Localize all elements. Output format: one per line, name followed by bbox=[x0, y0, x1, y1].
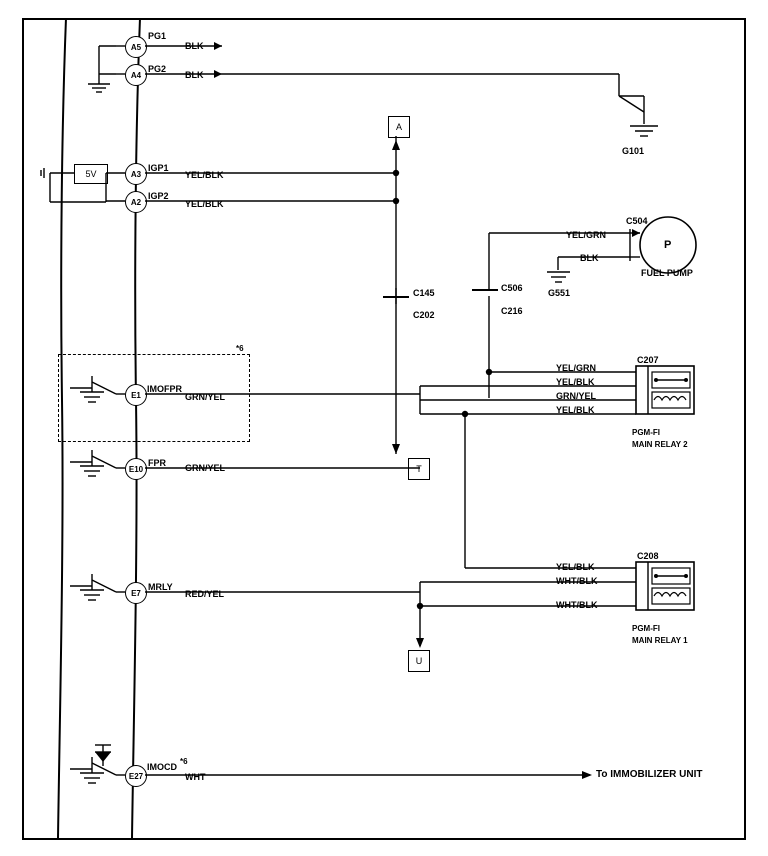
pin-E7-label: E7 bbox=[131, 588, 141, 598]
connector-label-C207: C207 bbox=[637, 355, 659, 365]
signal-name-FPR: FPR bbox=[148, 458, 166, 468]
signal-name-MRLY: MRLY bbox=[148, 582, 173, 592]
pin-E10[interactable] bbox=[125, 458, 147, 480]
offpage-ref-T-label: T bbox=[416, 464, 422, 474]
offpage-ref-U-label: U bbox=[415, 656, 423, 666]
five-volt-label: 5V bbox=[85, 169, 97, 179]
connector-plate-C506-C216 bbox=[472, 289, 498, 291]
wire-label-r1-2: WHT/BLK bbox=[556, 576, 598, 586]
connector-label-C202: C202 bbox=[413, 310, 435, 320]
pin-A2[interactable] bbox=[125, 191, 147, 213]
pin-E27-label: E27 bbox=[128, 771, 144, 781]
signal-name-IMOFPR: IMOFPR bbox=[147, 384, 182, 394]
border-right bbox=[744, 18, 746, 840]
optional-group-dashed-box bbox=[58, 354, 250, 442]
pin-A2-label: A2 bbox=[130, 197, 142, 207]
border-bottom bbox=[22, 838, 746, 840]
wire-label-PG1: BLK bbox=[185, 41, 204, 51]
wire-label-IGP2: YEL/BLK bbox=[185, 199, 224, 209]
pin-A3-label: A3 bbox=[130, 169, 142, 179]
connector-label-C145: C145 bbox=[413, 288, 435, 298]
pin-E27[interactable] bbox=[125, 765, 147, 787]
wire-label-r2-4: YEL/BLK bbox=[556, 405, 595, 415]
pin-A4[interactable] bbox=[125, 64, 147, 86]
pin-A5[interactable] bbox=[125, 36, 147, 58]
connector-label-C504: C504 bbox=[626, 216, 648, 226]
pin-E7[interactable] bbox=[125, 582, 147, 604]
pin-A3[interactable] bbox=[125, 163, 147, 185]
wire-label-pump-blk: BLK bbox=[580, 253, 599, 263]
offpage-ref-A[interactable] bbox=[388, 116, 410, 138]
offpage-ref-T[interactable] bbox=[408, 458, 430, 480]
signal-name-PG2: PG2 bbox=[148, 64, 167, 74]
offpage-ref-U[interactable] bbox=[408, 650, 430, 672]
pin-A4-label: A4 bbox=[130, 70, 142, 80]
imocd-note-marker: *6 bbox=[180, 757, 188, 766]
signal-name-PG1: PG1 bbox=[148, 31, 167, 41]
connector-plate-C145-C202 bbox=[383, 296, 409, 298]
signal-name-IGP2: IGP2 bbox=[148, 191, 169, 201]
ground-label-G551: G551 bbox=[548, 288, 571, 298]
fuel-pump-symbol: P bbox=[664, 239, 672, 251]
wire-label-IMOFPR: GRN/YEL bbox=[185, 392, 226, 402]
wire-label-r2-2: YEL/BLK bbox=[556, 377, 595, 387]
signal-name-IMOCD: IMOCD bbox=[147, 762, 177, 772]
connector-label-C506: C506 bbox=[501, 283, 523, 293]
dashed-box-note: *6 bbox=[236, 344, 244, 353]
wire-label-PG2: BLK bbox=[185, 70, 204, 80]
border-left bbox=[22, 18, 24, 840]
relay1-name-line1: PGM-FI bbox=[632, 624, 660, 633]
signal-name-IGP1: IGP1 bbox=[148, 163, 169, 173]
pin-E1-label: E1 bbox=[131, 390, 141, 400]
connector-label-C208: C208 bbox=[637, 551, 659, 561]
immobilizer-unit-label: To IMMOBILIZER UNIT bbox=[596, 769, 703, 780]
wire-label-IGP1: YEL/BLK bbox=[185, 170, 224, 180]
relay2-name-line1: PGM-FI bbox=[632, 428, 660, 437]
fuel-pump-label: FUEL PUMP bbox=[641, 268, 693, 278]
wire-label-r2-3: GRN/YEL bbox=[556, 391, 597, 401]
wire-label-IMOCD: WHT bbox=[185, 772, 206, 782]
border-top bbox=[22, 18, 746, 20]
relay2-name-line2: MAIN RELAY 2 bbox=[632, 440, 688, 449]
ground-label-G101: G101 bbox=[622, 146, 645, 156]
connector-label-C216: C216 bbox=[501, 306, 523, 316]
wire-label-r2-1: YEL/GRN bbox=[556, 363, 597, 373]
five-volt-box bbox=[74, 164, 108, 184]
pin-E10-label: E10 bbox=[128, 464, 144, 474]
pin-A5-label: A5 bbox=[130, 42, 142, 52]
wire-label-FPR: GRN/YEL bbox=[185, 463, 226, 473]
relay1-name-line2: MAIN RELAY 1 bbox=[632, 636, 688, 645]
wire-label-r1-3: WHT/BLK bbox=[556, 600, 598, 610]
wire-label-pump-yelgrn: YEL/GRN bbox=[566, 230, 607, 240]
offpage-ref-A-label: A bbox=[395, 122, 402, 132]
wire-label-r1-1: YEL/BLK bbox=[556, 562, 595, 572]
wire-label-MRLY: RED/YEL bbox=[185, 589, 225, 599]
